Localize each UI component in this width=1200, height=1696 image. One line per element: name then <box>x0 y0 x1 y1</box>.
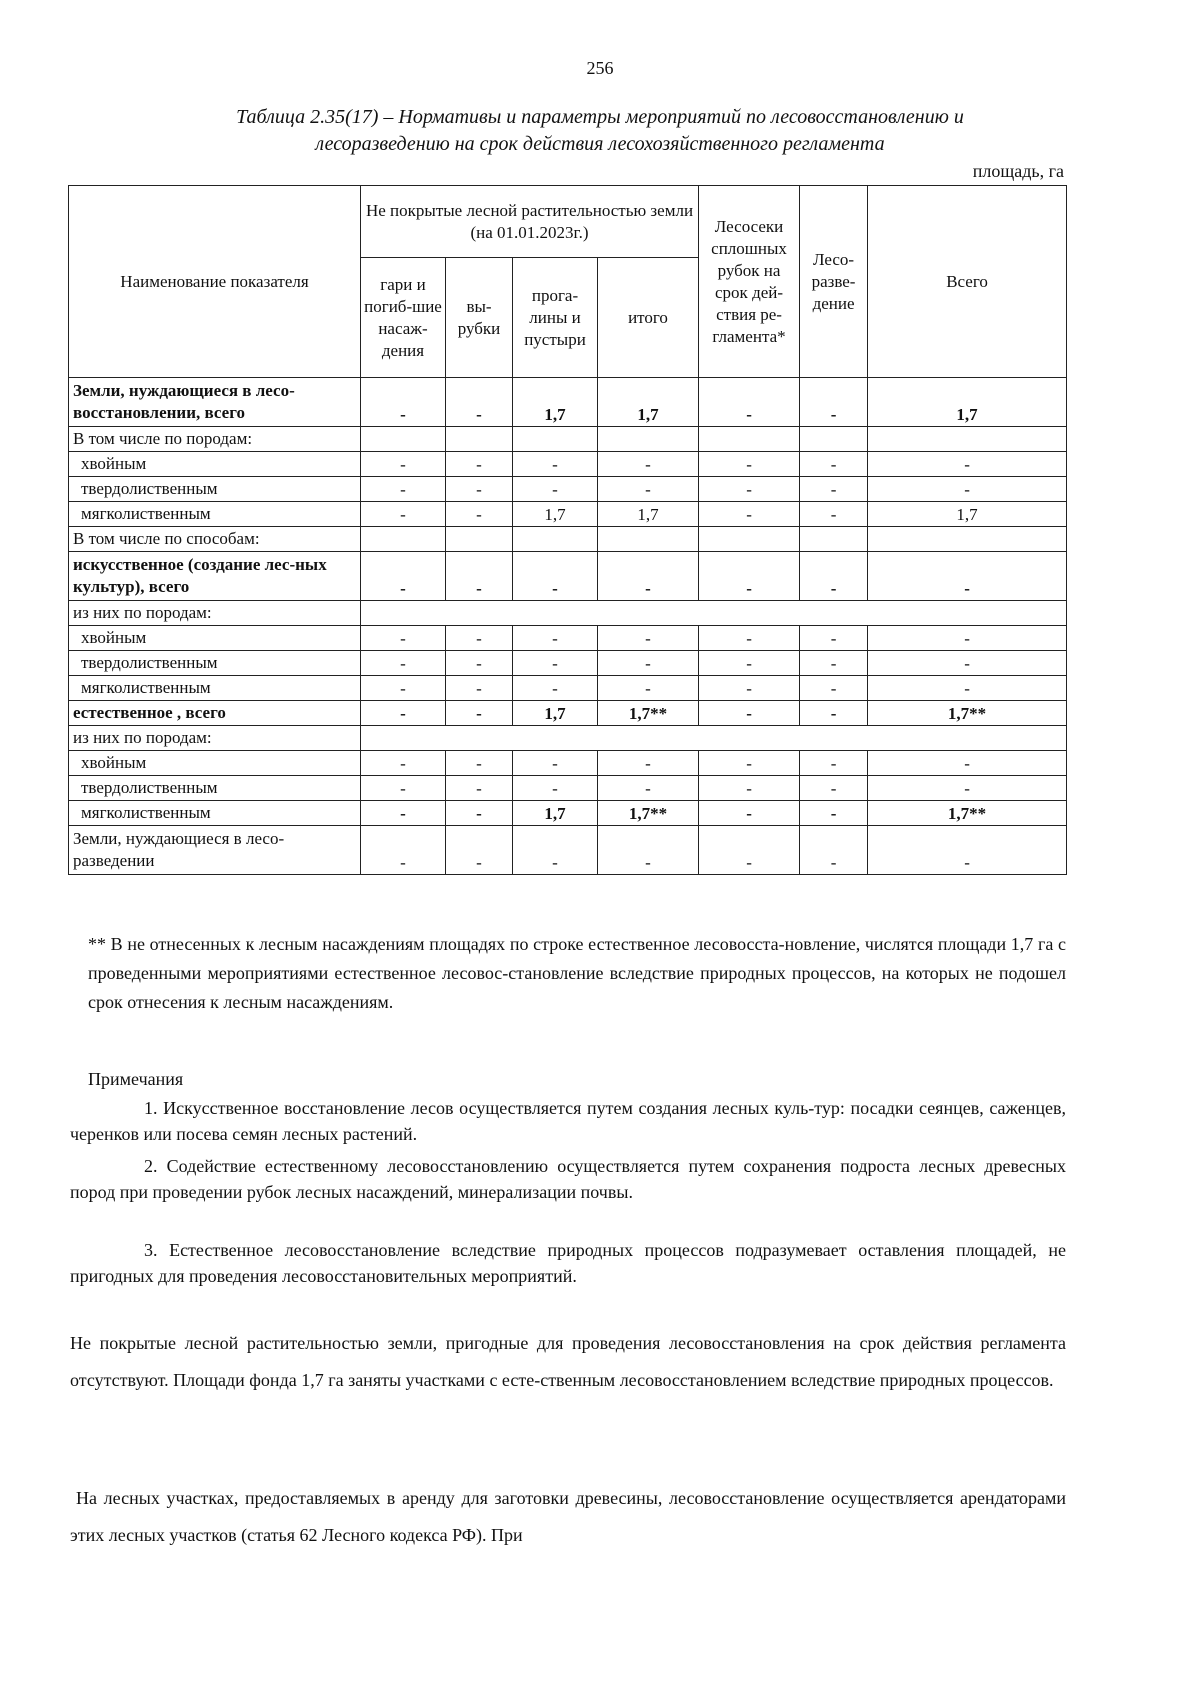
cell-burned: - <box>361 676 446 701</box>
cell-clearcut: - <box>699 552 800 601</box>
cell-cuttings: - <box>446 776 513 801</box>
cell-burned: - <box>361 626 446 651</box>
row-label: мягколиственным <box>69 676 361 701</box>
header-glades: прога-лины и пустыри <box>513 258 598 378</box>
row-label: В том числе по способам: <box>69 527 361 552</box>
cell-clearcut: - <box>699 776 800 801</box>
cell-clearcut: - <box>699 801 800 826</box>
table-row <box>69 776 1067 801</box>
cell-subtotal: - <box>598 452 699 477</box>
cell-glades: 1,7 <box>513 701 598 726</box>
cell-glades: - <box>513 626 598 651</box>
cell-glades: - <box>513 751 598 776</box>
table-row <box>69 452 1067 477</box>
row-label: Земли, нуждающиеся в лесо-восстановлении, всего <box>69 378 361 427</box>
unit-label: площадь, га <box>972 161 1064 181</box>
cell-subtotal: 1,7 <box>598 502 699 527</box>
cell-burned: - <box>361 701 446 726</box>
cell-cuttings: - <box>446 477 513 502</box>
cell-glades: - <box>513 651 598 676</box>
row-label: хвойным <box>69 751 361 776</box>
body-paragraph-1: Не покрытые лесной растительностью земли, пригодные для проведения лесовосстановления на срок действия регламента отсутствуют. Площади фонда 1,7 га заняты участками с есте-ственным лесовосстановлением вследствие природных процессов. <box>70 1333 1066 1390</box>
cell-afforestation: - <box>800 676 868 701</box>
cell-total: 1,7** <box>868 801 1067 826</box>
table-row <box>69 626 1067 651</box>
table-row <box>69 427 1067 452</box>
cell-afforestation: - <box>800 651 868 676</box>
table-row <box>69 726 1067 751</box>
cell-burned: - <box>361 552 446 601</box>
cell-cuttings: - <box>446 751 513 776</box>
cell-total: - <box>868 776 1067 801</box>
table-row <box>69 676 1067 701</box>
cell-glades: - <box>513 776 598 801</box>
cell-afforestation: - <box>800 378 868 427</box>
table-row <box>69 378 1067 427</box>
table-row <box>69 527 1067 552</box>
notes-heading: Примечания <box>88 1069 184 1089</box>
table-row <box>69 651 1067 676</box>
cell-cuttings: - <box>446 651 513 676</box>
table-row <box>69 801 1067 826</box>
header-afforestation: Лесо-разве-дение <box>800 186 868 378</box>
row-label: мягколиственным <box>69 502 361 527</box>
table-row <box>69 502 1067 527</box>
header-cuttings: вы-рубки <box>446 258 513 378</box>
cell-burned: - <box>361 751 446 776</box>
row-label: хвойным <box>69 452 361 477</box>
row-label: из них по породам: <box>69 601 361 626</box>
cell-total: 1,7** <box>868 701 1067 726</box>
row-label: хвойным <box>69 626 361 651</box>
cell-burned: - <box>361 776 446 801</box>
cell-total: - <box>868 452 1067 477</box>
cell-total: - <box>868 676 1067 701</box>
header-subtotal: итого <box>598 258 699 378</box>
note-item-3: 3. Естественное лесовосстановление вследствие природных процессов подразумевает оставления площадей, не пригодных для проведения лесовосстановительных мероприятий. <box>70 1240 1066 1286</box>
header-uncovered-lands: Не покрытые лесной растительностью земли (на 01.01.2023г.) <box>361 186 699 258</box>
cell-clearcut: - <box>699 502 800 527</box>
table-row <box>69 552 1067 601</box>
cell-total: - <box>868 477 1067 502</box>
cell-burned: - <box>361 651 446 676</box>
cell-clearcut: - <box>699 477 800 502</box>
cell-cuttings: - <box>446 378 513 427</box>
cell-total: 1,7 <box>868 502 1067 527</box>
row-label: Земли, нуждающиеся в лесо-разведении <box>69 826 361 875</box>
table-row <box>69 751 1067 776</box>
forest-restoration-table <box>68 185 1067 875</box>
cell-cuttings: - <box>446 626 513 651</box>
table-title-line-1: Таблица 2.35(17) – Нормативы и параметры мероприятий по лесовосстановлению и <box>236 106 964 128</box>
cell-afforestation: - <box>800 477 868 502</box>
note-item-1: 1. Искусственное восстановление лесов осуществляется путем создания лесных куль-тур: посадки сеянцев, саженцев, черенков или посева семян лесных растений. <box>70 1098 1066 1144</box>
cell-cuttings: - <box>446 552 513 601</box>
cell-afforestation: - <box>800 801 868 826</box>
cell-burned: - <box>361 378 446 427</box>
cell-clearcut: - <box>699 751 800 776</box>
cell-afforestation: - <box>800 751 868 776</box>
cell-afforestation: - <box>800 776 868 801</box>
cell-afforestation: - <box>800 502 868 527</box>
cell-subtotal: - <box>598 552 699 601</box>
cell-cuttings: - <box>446 452 513 477</box>
cell-clearcut: - <box>699 452 800 477</box>
cell-afforestation: - <box>800 701 868 726</box>
cell-glades: - <box>513 452 598 477</box>
cell-burned: - <box>361 477 446 502</box>
row-label: твердолиственным <box>69 477 361 502</box>
row-label: В том числе по породам: <box>69 427 361 452</box>
table-row <box>69 701 1067 726</box>
cell-total: - <box>868 826 1067 875</box>
cell-glades: - <box>513 676 598 701</box>
cell-subtotal: 1,7** <box>598 701 699 726</box>
cell-subtotal: - <box>598 651 699 676</box>
table-row <box>69 826 1067 875</box>
header-indicator: Наименование показателя <box>69 186 361 378</box>
cell-subtotal: - <box>598 751 699 776</box>
cell-total: - <box>868 626 1067 651</box>
cell-subtotal: 1,7 <box>598 378 699 427</box>
row-label: твердолиственным <box>69 651 361 676</box>
cell-subtotal: - <box>598 776 699 801</box>
cell-subtotal: - <box>598 676 699 701</box>
row-label: из них по породам: <box>69 726 361 751</box>
body-paragraph-2: На лесных участках, предоставляемых в аренду для заготовки древесины, лесовосстановление осуществляется арендаторами этих лесных участков (статья 62 Лесного кодекса РФ). При <box>70 1488 1066 1545</box>
cell-total: 1,7 <box>868 378 1067 427</box>
row-label: твердолиственным <box>69 776 361 801</box>
cell-glades: 1,7 <box>513 502 598 527</box>
row-label: естественное , всего <box>69 701 361 726</box>
cell-subtotal: - <box>598 477 699 502</box>
table-row <box>69 477 1067 502</box>
cell-clearcut: - <box>699 826 800 875</box>
cell-burned: - <box>361 502 446 527</box>
cell-clearcut: - <box>699 651 800 676</box>
cell-burned: - <box>361 452 446 477</box>
cell-clearcut: - <box>699 378 800 427</box>
cell-afforestation: - <box>800 626 868 651</box>
cell-cuttings: - <box>446 826 513 875</box>
cell-afforestation: - <box>800 452 868 477</box>
cell-total: - <box>868 751 1067 776</box>
cell-total: - <box>868 651 1067 676</box>
cell-subtotal: - <box>598 626 699 651</box>
header-total: Всего <box>868 186 1067 378</box>
cell-cuttings: - <box>446 801 513 826</box>
cell-cuttings: - <box>446 676 513 701</box>
header-burned: гари и погиб-шие насаж-дения <box>361 258 446 378</box>
row-label: искусственное (создание лес-ных культур), всего <box>69 552 361 601</box>
table-row <box>69 601 1067 626</box>
cell-afforestation: - <box>800 826 868 875</box>
cell-cuttings: - <box>446 502 513 527</box>
cell-glades: - <box>513 477 598 502</box>
cell-total: - <box>868 552 1067 601</box>
cell-cuttings: - <box>446 701 513 726</box>
cell-subtotal: 1,7** <box>598 801 699 826</box>
table-title-line-2: лесоразведению на срок действия лесохозяйственного регламента <box>315 133 885 155</box>
cell-clearcut: - <box>699 701 800 726</box>
header-clearcut: Лесосеки сплошных рубок на срок дей-ствия ре-гламента* <box>699 186 800 378</box>
table-title <box>150 104 1050 158</box>
cell-glades: 1,7 <box>513 801 598 826</box>
cell-burned: - <box>361 826 446 875</box>
row-label: мягколиственным <box>69 801 361 826</box>
cell-afforestation: - <box>800 552 868 601</box>
cell-glades: - <box>513 826 598 875</box>
cell-glades: 1,7 <box>513 378 598 427</box>
cell-subtotal: - <box>598 826 699 875</box>
cell-clearcut: - <box>699 676 800 701</box>
cell-clearcut: - <box>699 626 800 651</box>
page-number: 256 <box>586 58 614 78</box>
cell-glades: - <box>513 552 598 601</box>
cell-burned: - <box>361 801 446 826</box>
note-item-2: 2. Содействие естественному лесовосстановлению осуществляется путем сохранения подроста лесных древесных пород при проведении рубок лесных насаждений, минерализации почвы. <box>70 1156 1066 1202</box>
table-footnote: ** В не отнесенных к лесным насаждениям площадях по строке естественное лесовосста-новление, числятся площади 1,7 га с проведенными мероприятиями естественное лесовос-становление вследствие природных процессов, на которых не подошел срок отнесения к лесным насаждениям. <box>88 934 1066 1012</box>
